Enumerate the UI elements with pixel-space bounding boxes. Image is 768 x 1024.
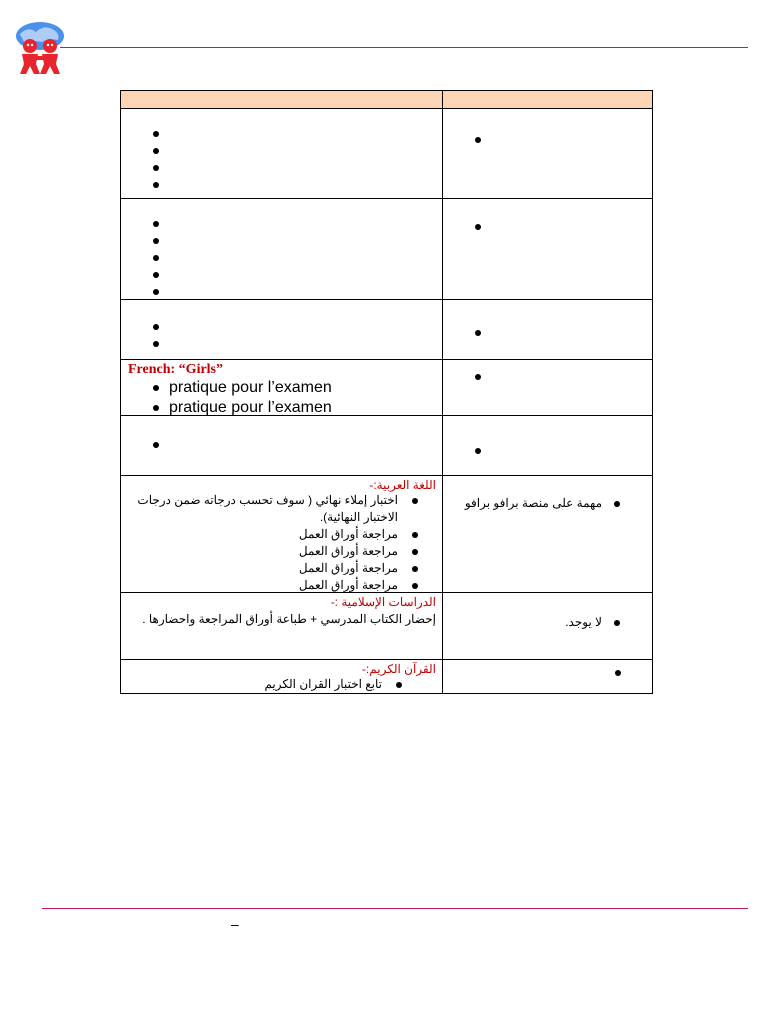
bullet-icon [153, 182, 159, 188]
bullet-list [121, 109, 442, 198]
list-item: مراجعة أوراق العمل [127, 543, 420, 560]
quran-section-heading: القرآن الكريم:- [361, 662, 436, 676]
bullet-icon [153, 324, 159, 330]
bullet-icon [153, 165, 159, 171]
bullet-icon [412, 583, 418, 589]
bullet-icon [153, 221, 159, 227]
bullet-icon [615, 670, 621, 676]
footer-dash: – [231, 916, 239, 932]
bullet-icon [153, 385, 159, 391]
list-item: مهمة على منصة برافو برافو [443, 496, 652, 510]
table-row [121, 416, 653, 476]
bullet-icon [412, 498, 418, 504]
table-row [121, 199, 653, 300]
list-item: مراجعة أوراق العمل [127, 577, 420, 594]
bullet-icon [412, 549, 418, 555]
bullet-icon [153, 238, 159, 244]
islamic-section-heading: الدراسات الإسلامية :- [330, 595, 436, 609]
bullet-icon [475, 330, 481, 336]
bullet-icon [412, 532, 418, 538]
table-row [121, 476, 653, 593]
bullet-icon [153, 442, 159, 448]
arabic-section-heading: اللغة العربية:- [369, 478, 436, 492]
header-rule [60, 47, 748, 48]
quran-task-list [121, 676, 442, 693]
table-row [121, 109, 653, 199]
bullet-icon [475, 448, 481, 454]
bullet-icon [614, 501, 620, 507]
footer-rule [42, 908, 748, 909]
table-row [121, 300, 653, 360]
bullet-icon [153, 272, 159, 278]
bullet-icon [153, 255, 159, 261]
bullet-icon [153, 405, 159, 411]
bullet-icon [153, 131, 159, 137]
list-item: تابع اختبار القران الكريم [127, 676, 404, 693]
table-row [121, 593, 653, 660]
bullet-icon [396, 682, 402, 688]
school-logo [14, 20, 66, 76]
islamic-task-text: إحضار الكتاب المدرسي + طباعة أوراق المراجعة واحضارها . [142, 612, 436, 626]
bullet-icon [614, 620, 620, 626]
list-item: لا يوجد. [443, 615, 652, 629]
bullet-icon [153, 341, 159, 347]
bullet-icon [153, 148, 159, 154]
french-section-title: French: “Girls” [128, 362, 224, 377]
list-item: مراجعة أوراق العمل [127, 560, 420, 577]
table-row [121, 660, 653, 694]
header-cell-right [443, 91, 653, 109]
list-item: pratique pour l’examen [121, 398, 442, 418]
header-cell-left [121, 91, 443, 109]
bullet-list [121, 300, 442, 359]
table-row [121, 360, 653, 416]
bullet-icon [475, 374, 481, 380]
bullet-icon [153, 289, 159, 295]
arabic-task-list [121, 492, 442, 594]
bullet-icon [475, 224, 481, 230]
list-item: اختبار إملاء نهائي ( سوف تحسب درجاته ضمن درجات الاختبار النهائية). [127, 492, 420, 526]
weekly-plan-table [120, 90, 653, 694]
bullet-icon [475, 137, 481, 143]
list-item: مراجعة أوراق العمل [127, 526, 420, 543]
bullet-list [121, 199, 442, 299]
table-header-row [121, 91, 653, 109]
list-item: pratique pour l’examen [121, 378, 442, 398]
bullet-icon [412, 566, 418, 572]
